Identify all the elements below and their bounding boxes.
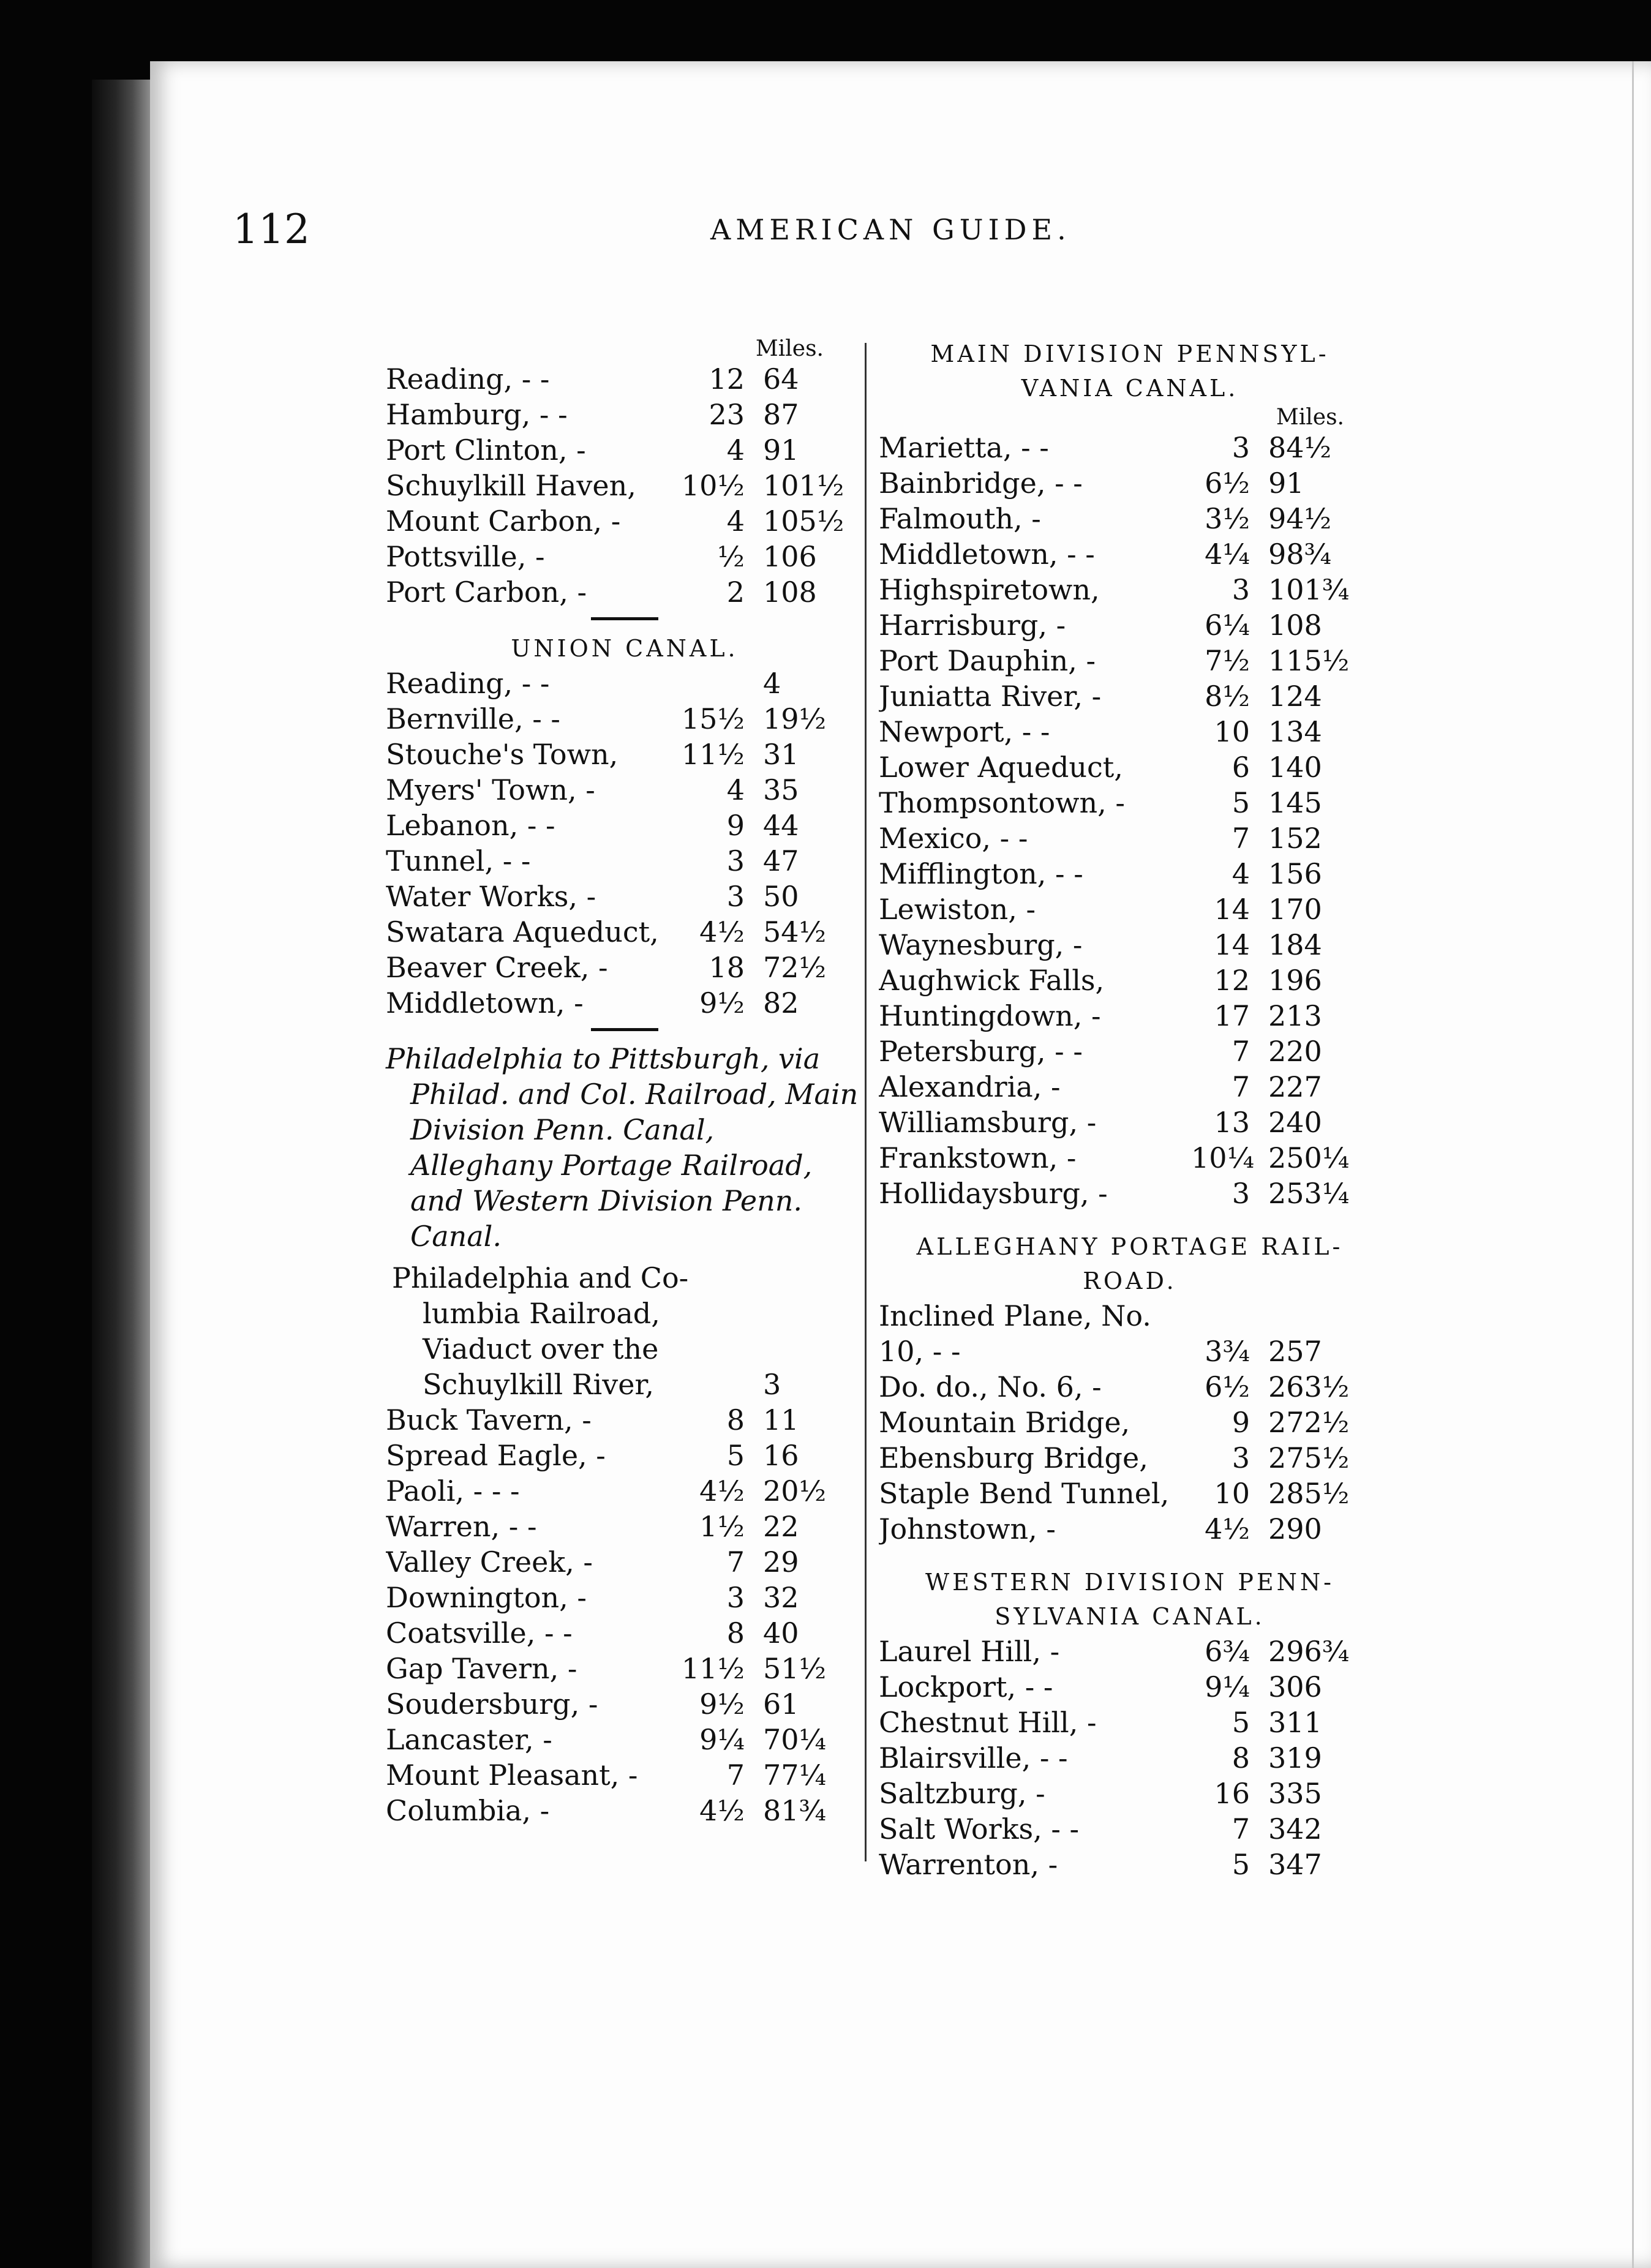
table-row [879,1511,1381,1547]
segment-miles: 5 [726,1439,745,1472]
cumulative-miles: 145 [1268,786,1322,819]
book-spine [92,80,159,2268]
cumulative-miles: 257 [1268,1335,1322,1368]
table-row [879,643,1381,678]
place-name: Laurel Hill, - [879,1635,1060,1668]
place-name: Hamburg, - - [386,398,568,431]
segment-miles: 3 [1232,573,1250,606]
cumulative-miles: 31 [763,738,799,771]
miles-column-header: Miles. [1276,405,1344,430]
cumulative-miles: 32 [763,1581,799,1614]
column-divider [865,343,867,1861]
place-name: Stouche's Town, [386,738,619,771]
place-name: Chestnut Hill, - [879,1706,1097,1739]
place-name: Alexandria, - [879,1070,1061,1103]
cumulative-miles: 170 [1268,893,1322,926]
place-name: Harrisburg, - [879,609,1066,642]
table-row [879,1776,1381,1811]
place-name: Juniatta River, - [879,680,1102,713]
table-row [879,927,1381,963]
segment-miles: 3¾ [1205,1335,1250,1368]
cumulative-miles: 140 [1268,751,1322,784]
table-row [879,1034,1381,1069]
place-name: Port Clinton, - [386,434,586,467]
table-row [879,1705,1381,1740]
cumulative-miles: 11 [763,1403,799,1436]
table-row [879,1334,1381,1369]
cumulative-miles: 22 [763,1510,799,1543]
table-row [386,666,863,701]
place-name: Pottsville, - [386,540,545,573]
table-row [386,574,863,610]
cumulative-miles: 91 [763,434,799,467]
table-row [879,1669,1381,1705]
segment-miles: 12 [1214,964,1250,997]
segment-miles: 4 [726,505,745,538]
cumulative-miles: 196 [1268,964,1322,997]
place-name: Paoli, - - - [386,1474,520,1508]
table-group [386,1402,863,1828]
section-divider [591,617,658,620]
right-column [879,337,1381,1882]
place-name: Schuylkill Haven, [386,469,636,502]
table-row [386,950,863,985]
segment-miles [674,666,753,701]
segment-miles: 12 [709,362,745,396]
place-name: Coatsville, - - [386,1617,573,1650]
segment-miles: 10½ [681,469,745,502]
place-name: Lower Aqueduct, [879,751,1123,784]
segment-miles: 8½ [1205,680,1250,713]
cumulative-miles: 124 [1268,680,1322,713]
cumulative-miles: 250¼ [1268,1141,1350,1174]
segment-miles: ½ [717,540,745,573]
route-heading-line: Viaduct over the [423,1332,659,1365]
cumulative-miles: 47 [763,844,799,877]
place-name: Swatara Aqueduct, [386,915,659,948]
table-row [879,1847,1381,1882]
segment-miles: 6 [1232,751,1250,784]
table-row [879,430,1381,465]
segment-miles [674,1367,753,1402]
place-name: Huntingdown, - [879,999,1101,1032]
segment-miles: 7 [1232,1035,1250,1068]
place-name: Thompsontown, - [879,786,1125,819]
place-name: Beaver Creek, - [386,951,608,984]
table-row [386,985,863,1021]
table-row [879,963,1381,998]
section-title-portage-cont: ROAD. [1083,1267,1177,1294]
place-name: Spread Eagle, - [386,1439,606,1472]
cumulative-miles: 98¾ [1268,538,1332,571]
place-name: Johnstown, - [879,1512,1056,1545]
place-name: Marietta, - - [879,431,1049,464]
segment-miles: 9½ [699,1688,745,1721]
segment-miles: 17 [1214,999,1250,1032]
cumulative-miles: 40 [763,1617,799,1650]
segment-miles: 11½ [681,1652,745,1685]
place-name: Aughwick Falls, [879,964,1105,997]
table-row [879,856,1381,892]
segment-miles: 8 [726,1403,745,1436]
cumulative-miles: 105½ [763,505,844,538]
cumulative-miles: 50 [763,880,799,913]
table-row [879,998,1381,1034]
place-name: Lockport, - - [879,1670,1053,1703]
table-row [386,468,863,503]
table-row [386,1402,863,1438]
segment-miles: 4 [1232,857,1250,890]
section-title-union-canal: UNION CANAL. [511,635,739,662]
place-name: Reading, - - [386,362,550,396]
cumulative-miles: 3 [763,1368,781,1401]
segment-miles: 9½ [699,986,745,1019]
cumulative-miles: 275½ [1268,1441,1350,1474]
place-name: Reading, - - [386,667,550,700]
segment-miles: 11½ [681,738,745,771]
table-row [386,879,863,914]
cumulative-miles: 87 [763,398,799,431]
table-row [386,1580,863,1615]
table-group [386,666,863,1021]
cumulative-miles: 82 [763,986,799,1019]
segment-miles: 18 [709,951,745,984]
cumulative-miles: 101¾ [1268,573,1350,606]
table-row [386,503,863,539]
cumulative-miles: 240 [1268,1106,1322,1139]
cumulative-miles: 335 [1268,1777,1322,1810]
route-description: Philadelphia to Pittsburgh, via Philad. and Col. Railroad, Main Division Penn. Canal, Alleghany Portage Railroad, and Western Division Penn. Canal. [386,1042,859,1253]
place-name: Highspiretown, [879,573,1100,606]
table-row [879,1069,1381,1105]
place-name: 10, - - [879,1335,961,1368]
place-name: Bernville, - - [386,702,560,735]
table-row [879,1440,1381,1476]
table-row [386,843,863,879]
place-name: Valley Creek, - [386,1545,593,1579]
cumulative-miles: 290 [1268,1512,1322,1545]
table-row [386,701,863,737]
table-row [386,432,863,468]
table-row [879,1369,1381,1405]
cumulative-miles: 108 [763,576,817,609]
cumulative-miles: 319 [1268,1741,1322,1774]
section-title-portage: ALLEGHANY PORTAGE RAIL- [916,1233,1344,1260]
section-divider [591,1028,658,1031]
segment-miles: 7 [1232,1812,1250,1846]
cumulative-miles: 134 [1268,715,1322,748]
table-row [386,1757,863,1793]
table-row [386,1438,863,1473]
cumulative-miles: 70¼ [763,1723,827,1756]
place-name: Middletown, - [386,986,584,1019]
place-name: Saltzburg, - [879,1777,1045,1810]
cumulative-miles: 61 [763,1688,799,1721]
place-name: Staple Bend Tunnel, [879,1477,1170,1510]
cumulative-miles: 64 [763,362,799,396]
page-edge-line [1632,61,1634,2268]
table-row [386,1722,863,1757]
segment-miles: 6¾ [1205,1635,1250,1668]
place-name: Falmouth, - [879,502,1041,535]
segment-miles: 15½ [681,702,745,735]
section-title-main-division: MAIN DIVISION PENNSYL- [930,340,1329,367]
place-name: Gap Tavern, - [386,1652,577,1685]
segment-miles: 3 [1232,1177,1250,1210]
place-name: Port Dauphin, - [879,644,1096,677]
segment-miles: 4 [726,434,745,467]
cumulative-miles: 106 [763,540,817,573]
cumulative-miles: 77¼ [763,1759,827,1792]
segment-miles: 4½ [1205,1512,1250,1545]
table-row [386,397,863,432]
place-name: Lewiston, - [879,893,1036,926]
table-row [386,1651,863,1686]
spacer [879,1211,1381,1225]
place-name: Mount Pleasant, - [386,1759,638,1792]
segment-miles: 5 [1232,786,1250,819]
cumulative-miles: 94½ [1268,502,1332,535]
segment-miles: 7 [1232,822,1250,855]
segment-miles: 6¼ [1205,609,1250,642]
table-row [386,1615,863,1651]
place-name: Bainbridge, - - [879,467,1083,500]
place-name: Blairsville, - - [879,1741,1068,1774]
cumulative-miles: 19½ [763,702,827,735]
spacer [879,1547,1381,1560]
place-name: Salt Works, - - [879,1812,1080,1846]
miles-column-header: Miles. [755,336,824,361]
section-title-western-division: WESTERN DIVISION PENN- [925,1569,1334,1596]
cumulative-miles: 184 [1268,928,1322,961]
place-name: Warrenton, - [879,1848,1058,1881]
table-row [879,501,1381,536]
place-name: Newport, - - [879,715,1050,748]
table-row [386,1367,863,1402]
cumulative-miles: 84½ [1268,431,1332,464]
segment-miles: 3 [726,844,745,877]
place-name: Myers' Town, - [386,773,595,806]
cumulative-miles: 108 [1268,609,1322,642]
cumulative-miles: 152 [1268,822,1322,855]
segment-miles: 6½ [1205,467,1250,500]
cumulative-miles: 91 [1268,467,1304,500]
cumulative-miles: 213 [1268,999,1322,1032]
segment-miles: 23 [709,398,745,431]
table-row [879,749,1381,785]
place-name: Williamsburg, - [879,1106,1097,1139]
place-name: Middletown, - - [879,538,1095,571]
table-row [386,914,863,950]
segment-miles: 6½ [1205,1370,1250,1403]
segment-miles: 14 [1214,928,1250,961]
place-name: Mifflington, - - [879,857,1083,890]
cumulative-miles: 101½ [763,469,844,502]
table-row [879,465,1381,501]
cumulative-miles: 347 [1268,1848,1322,1881]
table-group [386,361,863,610]
table-row [386,737,863,772]
table-row [879,820,1381,856]
segment-miles: 3 [1232,431,1250,464]
cumulative-miles: 16 [763,1439,799,1472]
segment-miles: 9¼ [699,1723,745,1756]
table-row [879,678,1381,714]
cumulative-miles: 272½ [1268,1406,1350,1439]
segment-miles: 2 [726,576,745,609]
running-title: AMERICAN GUIDE. [710,213,1071,246]
table-row [879,1405,1381,1440]
place-name: Warren, - - [386,1510,537,1543]
table-row [879,785,1381,820]
segment-miles: 8 [1232,1741,1250,1774]
cumulative-miles: 81¾ [763,1794,827,1827]
table-row [879,1740,1381,1776]
place-name: Downington, - [386,1581,587,1614]
place-name: Port Carbon, - [386,576,587,609]
table-row [386,1793,863,1828]
segment-miles: 13 [1214,1106,1250,1139]
segment-miles: 5 [1232,1848,1250,1881]
segment-miles: 1½ [699,1510,745,1543]
segment-miles: 5 [1232,1706,1250,1739]
segment-miles: 3 [1232,1441,1250,1474]
cumulative-miles: 220 [1268,1035,1322,1068]
place-name: Ebensburg Bridge, [879,1441,1148,1474]
place-name: Waynesburg, - [879,928,1083,961]
place-name: Buck Tavern, - [386,1403,592,1436]
route-heading-line: Inclined Plane, No. [879,1299,1151,1332]
place-name: Lebanon, - - [386,809,555,842]
place-name: Mount Carbon, - [386,505,621,538]
segment-miles: 3½ [1205,502,1250,535]
place-name: Schuylkill River, [423,1368,654,1401]
segment-miles: 4½ [699,1474,745,1508]
table-row [879,1105,1381,1140]
table-row [879,714,1381,749]
segment-miles: 9 [726,809,745,842]
segment-miles: 7 [726,1759,745,1792]
cumulative-miles: 4 [763,667,781,700]
segment-miles: 7½ [1205,644,1250,677]
place-name: Do. do., No. 6, - [879,1370,1102,1403]
segment-miles: 4¼ [1205,538,1250,571]
segment-miles: 7 [726,1545,745,1579]
table-row [879,892,1381,927]
segment-miles: 3 [726,880,745,913]
segment-miles: 9 [1232,1406,1250,1439]
place-name: Mexico, - - [879,822,1028,855]
cumulative-miles: 342 [1268,1812,1322,1846]
cumulative-miles: 285½ [1268,1477,1350,1510]
cumulative-miles: 227 [1268,1070,1322,1103]
table-row [879,1634,1381,1669]
place-name: Hollidaysburg, - [879,1177,1108,1210]
cumulative-miles: 35 [763,773,799,806]
cumulative-miles: 306 [1268,1670,1322,1703]
segment-miles: 8 [726,1617,745,1650]
cumulative-miles: 44 [763,809,799,842]
segment-miles: 3 [726,1581,745,1614]
place-name: Water Works, - [386,880,596,913]
cumulative-miles: 72½ [763,951,827,984]
place-name: Frankstown, - [879,1141,1077,1174]
table-row [386,1686,863,1722]
page-number: 112 [233,206,310,253]
segment-miles: 10 [1214,1477,1250,1510]
segment-miles: 7 [1232,1070,1250,1103]
route-heading-line: Philadelphia and Co- [392,1261,689,1294]
cumulative-miles: 156 [1268,857,1322,890]
table-row [386,539,863,574]
table-row [386,1544,863,1580]
cumulative-miles: 253¼ [1268,1177,1350,1210]
section-title-western-division-cont: SYLVANIA CANAL. [995,1603,1265,1630]
segment-miles: 4½ [699,1794,745,1827]
table-group [879,1334,1381,1547]
segment-miles: 4½ [699,915,745,948]
table-row [386,772,863,808]
table-row [879,536,1381,572]
segment-miles: 10 [1214,715,1250,748]
cumulative-miles: 54½ [763,915,827,948]
table-row [879,607,1381,643]
segment-miles: 9¼ [1205,1670,1250,1703]
place-name: Mountain Bridge, [879,1406,1130,1439]
segment-miles: 4 [726,773,745,806]
cumulative-miles: 51½ [763,1652,827,1685]
section-title-main-division-cont: VANIA CANAL. [1021,375,1239,402]
table-row [386,808,863,843]
place-name: Tunnel, - - [386,844,531,877]
table-row [879,1140,1381,1176]
table-row [879,1476,1381,1511]
place-name: Columbia, - [386,1794,550,1827]
cumulative-miles: 311 [1268,1706,1322,1739]
table-row [386,1473,863,1509]
left-column [386,337,863,1828]
table-group [879,1634,1381,1882]
place-name: Lancaster, - [386,1723,552,1756]
place-name: Soudersburg, - [386,1688,598,1721]
segment-miles: 10¼ [1191,1141,1255,1174]
table-row [879,572,1381,607]
table-row [386,1509,863,1544]
segment-miles: 14 [1214,893,1250,926]
table-group [879,430,1381,1211]
table-row [879,1176,1381,1211]
segment-miles: 16 [1214,1777,1250,1810]
cumulative-miles: 20½ [763,1474,827,1508]
cumulative-miles: 115½ [1268,644,1350,677]
cumulative-miles: 296¾ [1268,1635,1350,1668]
table-row [386,361,863,397]
table-row [879,1811,1381,1847]
cumulative-miles: 263½ [1268,1370,1350,1403]
place-name: Petersburg, - - [879,1035,1083,1068]
route-heading-line: lumbia Railroad, [423,1297,660,1330]
cumulative-miles: 29 [763,1545,799,1579]
